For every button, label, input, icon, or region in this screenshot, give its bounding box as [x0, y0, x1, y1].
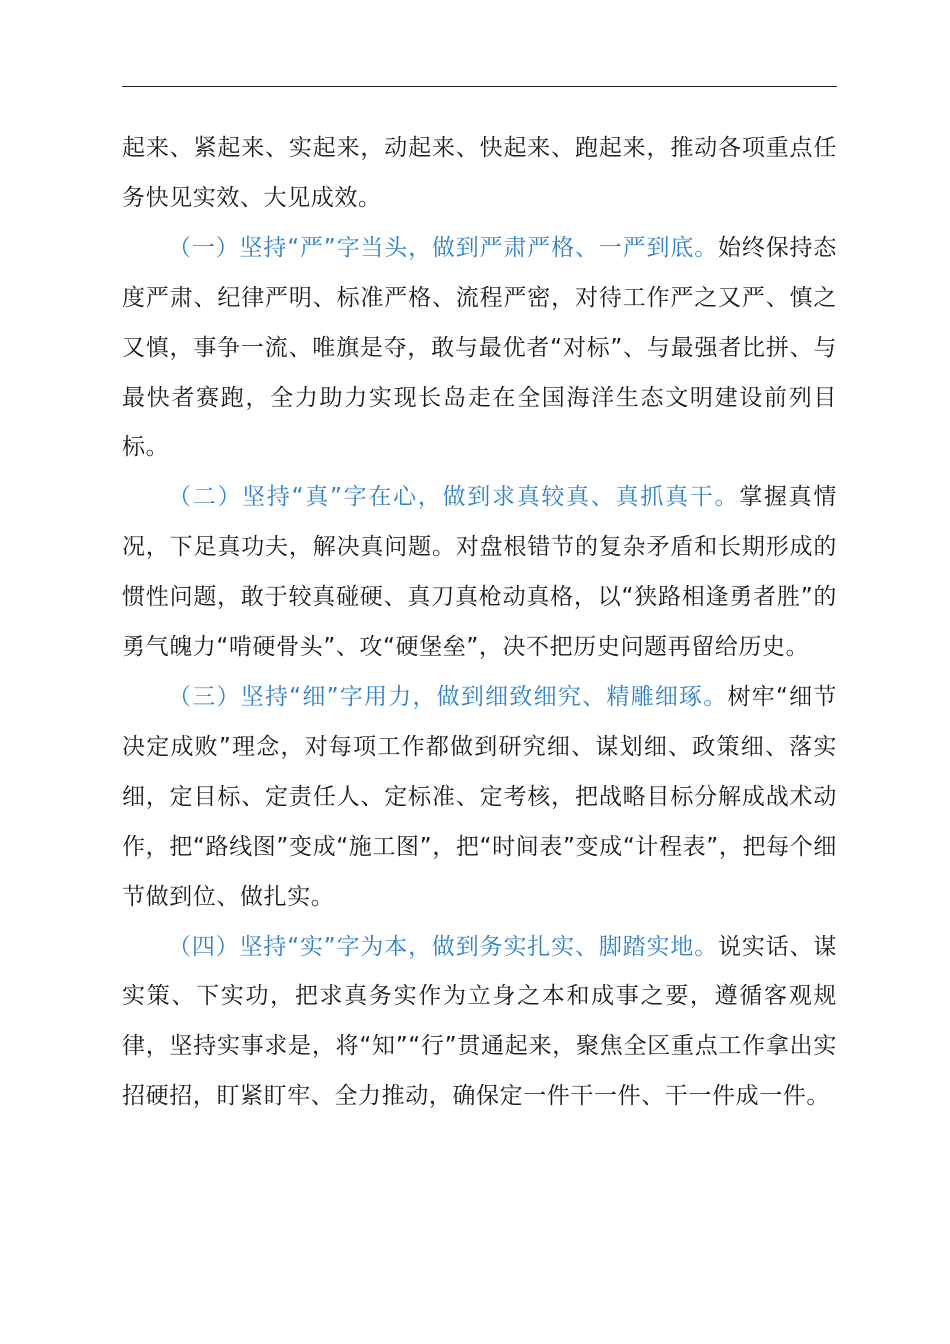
section-4-paragraph	[122, 923, 837, 1123]
section-3-paragraph	[122, 673, 837, 923]
section-1-paragraph	[122, 224, 837, 474]
section-3-heading: （三）坚持“细”字用力，做到细致细究、精雕细琢。	[168, 683, 728, 710]
section-2-paragraph	[122, 473, 837, 673]
section-4-body: 说实话、谋实策、下实功，把求真务实作为立身之本和成事之要，遵循客观规律，坚持实事求是，将“知”“行”贯通起来，聚焦全区重点工作拿出实招硬招，盯紧盯牢、全力推动，确保定一件干一件、干一件成一件。	[122, 933, 837, 1110]
header-rule	[122, 86, 837, 87]
intro-paragraph: 起来、紧起来、实起来，动起来、快起来、跑起来，推动各项重点任务快见实效、大见成效。	[122, 135, 837, 211]
section-1-body: 始终保持态度严肃、纪律严明、标准严格、流程严密，对待工作严之又严、慎之又慎，事争一流、唯旗是夺，敢与最优者“对标”、与最强者比拼、与最快者赛跑，全力助力实现长岛走在全国海洋生态文明建设前列目标。	[122, 234, 837, 461]
section-3-body: 树牢“细节决定成败”理念，对每项工作都做到研究细、谋划细、政策细、落实细，定目标、定责任人、定标准、定考核，把战略目标分解成战术动作，把“路线图”变成“施工图”，把“时间表”变成“计程表”，把每个细节做到位、做扎实。	[122, 683, 837, 910]
section-1-heading: （一）坚持“严”字当头，做到严肃严格、一严到底。	[168, 234, 719, 261]
section-2-heading: （二）坚持“真”字在心，做到求真较真、真抓真干。	[168, 484, 740, 511]
section-4-heading: （四）坚持“实”字为本，做到务实扎实、脚踏实地。	[168, 933, 719, 960]
document-body	[122, 124, 837, 1122]
section-2-body: 掌握真情况，下足真功夫，解决真问题。对盘根错节的复杂矛盾和长期形成的惯性问题，敢于较真碰硬、真刀真枪动真格，以“狭路相逢勇者胜”的勇气魄力“啃硬骨头”、攻“硬堡垒”，决不把历史问题再留给历史。	[122, 484, 837, 661]
